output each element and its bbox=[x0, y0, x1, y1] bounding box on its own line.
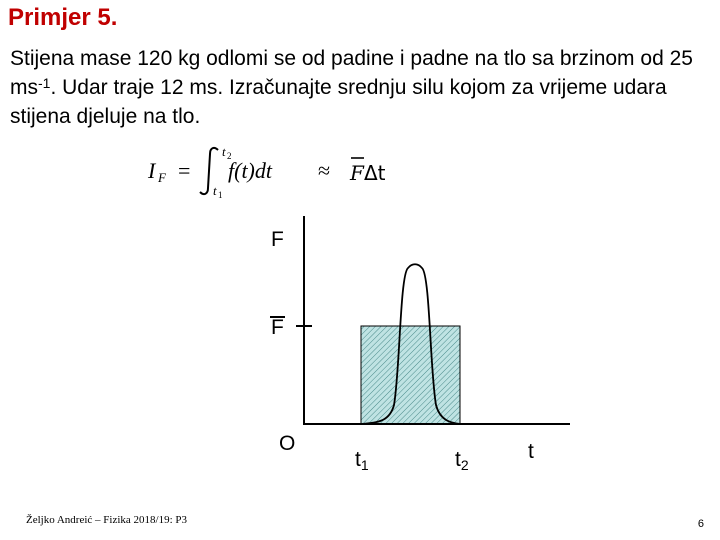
x-axis-label: t bbox=[528, 440, 534, 463]
y-axis-label: F bbox=[271, 228, 284, 251]
t2-label bbox=[455, 448, 469, 472]
problem-text-part1: Stijena mase 120 kg odlomi se od padine i padne na tlo sa brzinom od 25 ms bbox=[10, 47, 693, 99]
impulse-subscript: F bbox=[158, 170, 166, 185]
rhs-force: F bbox=[350, 161, 364, 185]
integrand: f(t)dt bbox=[228, 158, 272, 183]
rhs-delta-t: Δt bbox=[364, 161, 386, 185]
problem-text-part2: . Udar traje 12 ms. Izračunajte srednju silu kojom za vrijeme udara stijena djeluje na tlo. bbox=[10, 76, 667, 128]
integral-lower-sub: 1 bbox=[218, 190, 223, 200]
t1-label bbox=[355, 448, 369, 472]
integral-upper-limit: t bbox=[222, 144, 226, 159]
problem-text-exponent: -1 bbox=[38, 75, 51, 91]
mean-force-rectangle bbox=[361, 326, 460, 424]
t2-subscript: 2 bbox=[460, 457, 469, 473]
integral-upper-sub: 2 bbox=[227, 151, 232, 161]
footer-author: Željko Andreić – Fizika 2018/19: P3 bbox=[26, 514, 188, 526]
integral-lower-limit: t bbox=[213, 183, 217, 198]
t1-letter: t bbox=[355, 448, 361, 471]
slide-title: Primjer 5. bbox=[8, 4, 118, 31]
page-number: 6 bbox=[697, 518, 704, 530]
origin-label: O bbox=[279, 432, 296, 455]
t1-subscript: 1 bbox=[360, 457, 369, 473]
impulse-symbol: I bbox=[148, 158, 156, 183]
mean-force-label: F bbox=[271, 316, 284, 339]
equals-sign: = bbox=[178, 158, 191, 183]
approx-sign: ≈ bbox=[318, 158, 331, 183]
t2-letter: t bbox=[455, 448, 461, 471]
